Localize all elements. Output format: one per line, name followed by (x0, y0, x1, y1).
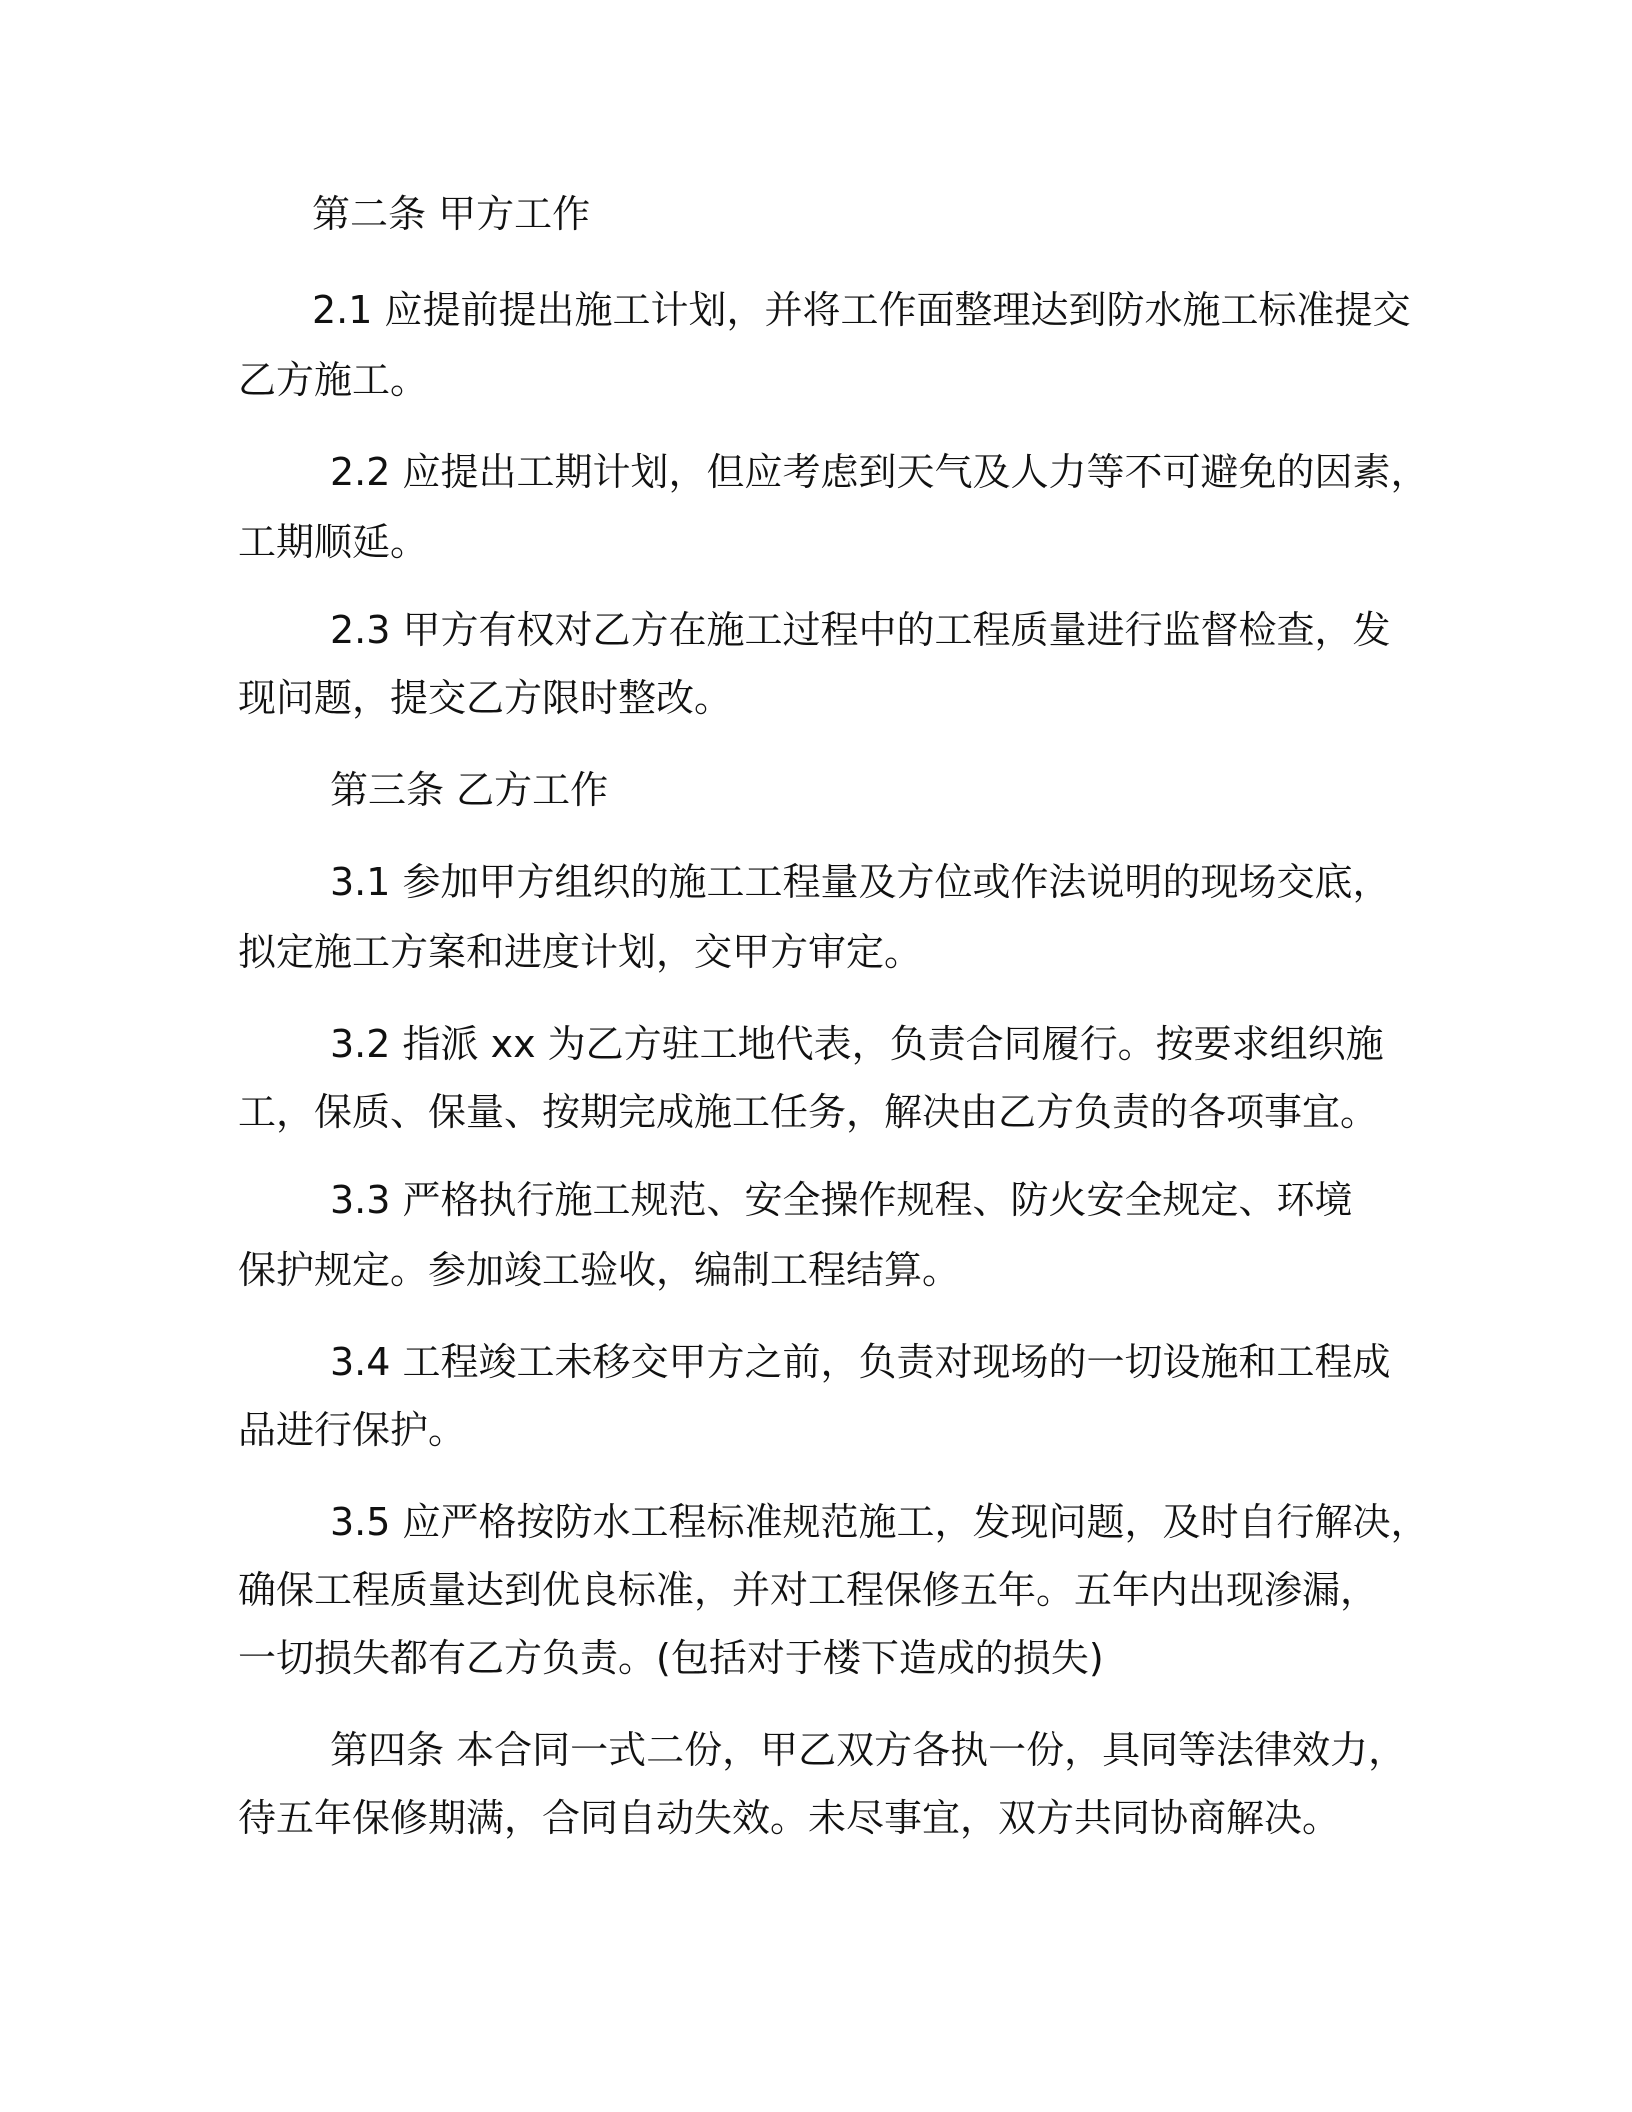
para-3-5-line2: 确保工程质量达到优良标准，并对工程保修五年。五年内出现渗漏， (238, 1568, 1379, 1612)
para-3-4-line1: 3.4 工程竣工未移交甲方之前，负责对现场的一切设施和工程成 (330, 1340, 1391, 1384)
para-2-3-line1: 2.3 甲方有权对乙方在施工过程中的工程质量进行监督检查，发 (330, 608, 1391, 652)
para-3-1-line2: 拟定施工方案和进度计划，交甲方审定。 (238, 930, 923, 974)
para-3-2-line2: 工，保质、保量、按期完成施工任务，解决由乙方负责的各项事宜。 (238, 1090, 1379, 1134)
para-2-1-line2: 乙方施工。 (238, 358, 429, 402)
para-3-2-line1: 3.2 指派 xx 为乙方驻工地代表，负责合同履行。按要求组织施 (330, 1022, 1384, 1066)
para-3-3-line1: 3.3 严格执行施工规范、安全操作规程、防火安全规定、环境 (330, 1178, 1353, 1222)
para-2-1-line1: 2.1 应提前提出施工计划，并将工作面整理达到防水施工标准提交 (312, 288, 1411, 332)
article4-line2: 待五年保修期满，合同自动失效。未尽事宜，双方共同协商解决。 (238, 1796, 1341, 1840)
article3-heading: 第三条 乙方工作 (330, 768, 609, 812)
article4-line1: 第四条 本合同一式二份，甲乙双方各执一份，具同等法律效力， (330, 1728, 1407, 1772)
para-3-4-line2: 品进行保护。 (238, 1408, 467, 1452)
para-3-5-line1: 3.5 应严格按防水工程标准规范施工，发现问题，及时自行解决， (330, 1500, 1429, 1544)
para-3-1-line1: 3.1 参加甲方组织的施工工程量及方位或作法说明的现场交底， (330, 860, 1391, 904)
para-3-5-line3: 一切损失都有乙方负责。(包括对于楼下造成的损失) (238, 1636, 1104, 1680)
para-3-3-line2: 保护规定。参加竣工验收，编制工程结算。 (238, 1248, 961, 1292)
para-2-2-line1: 2.2 应提出工期计划，但应考虑到天气及人力等不可避免的因素， (330, 450, 1429, 494)
para-2-3-line2: 现问题，提交乙方限时整改。 (238, 676, 733, 720)
para-2-2-line2: 工期顺延。 (238, 520, 429, 564)
article2-heading: 第二条 甲方工作 (312, 192, 591, 236)
